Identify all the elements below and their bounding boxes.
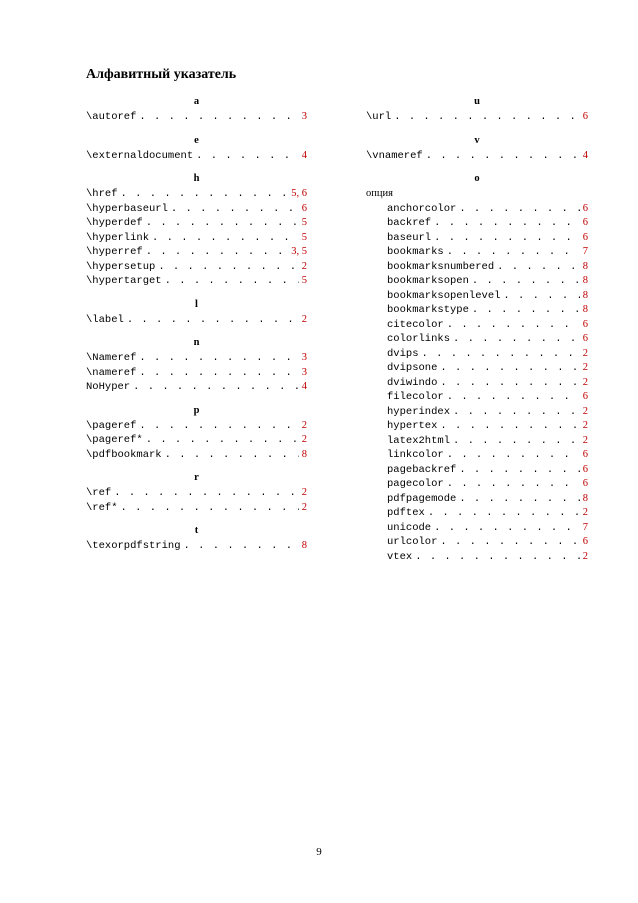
leader-dots <box>165 448 299 463</box>
index-group-r <box>86 470 307 515</box>
index-entry <box>86 448 307 463</box>
index-letter-heading: r <box>194 472 199 483</box>
leader-dots <box>503 289 579 304</box>
index-page-link[interactable]: 4 <box>301 381 307 392</box>
leader-dots <box>447 390 580 405</box>
index-page-link[interactable]: 3 <box>301 352 307 363</box>
leader-dots <box>139 366 298 381</box>
index-page-link[interactable]: 8 <box>582 492 588 504</box>
index-page-link[interactable]: 6 <box>301 202 307 214</box>
index-entry <box>366 390 588 405</box>
index-letter-heading: a <box>193 96 200 107</box>
leader-dots <box>426 149 580 164</box>
leader-dots <box>440 419 579 434</box>
index-page-link[interactable]: 5 <box>301 275 307 286</box>
index-page-link[interactable]: 6 <box>582 391 588 402</box>
index-entry-name: \url <box>366 111 392 123</box>
index-entry <box>366 149 588 164</box>
index-letter-heading: e <box>194 134 199 146</box>
index-entry-name: backref <box>387 217 432 229</box>
index-entry <box>366 245 588 260</box>
index-group-a <box>86 94 307 125</box>
index-entry <box>366 318 588 333</box>
index-group-e <box>86 133 307 164</box>
leader-dots <box>453 405 580 420</box>
leader-dots <box>146 245 289 260</box>
index-entry-name: vtex <box>387 550 413 563</box>
leader-dots <box>184 539 299 554</box>
index-page-link[interactable]: 4 <box>582 149 588 161</box>
index-entry <box>366 550 588 565</box>
index-group-t <box>86 523 307 554</box>
index-group-o <box>366 171 588 564</box>
index-entry-name: \pdfbookmark <box>86 448 162 461</box>
index-entry-name: bookmarksopen <box>387 275 469 287</box>
index-entry-name: \label <box>86 313 124 326</box>
index-entry <box>366 521 588 536</box>
index-page-link[interactable]: 5 <box>301 231 307 243</box>
index-entry-name: latex2html <box>387 434 451 447</box>
index-entry <box>86 245 307 260</box>
index-entry-name: \hypertarget <box>86 275 162 287</box>
index-letter-heading: l <box>195 298 198 310</box>
leader-dots <box>146 216 299 231</box>
leader-dots <box>121 187 289 202</box>
index-page-link[interactable]: 2 <box>301 434 307 445</box>
index-entry-name: bookmarks <box>387 246 444 258</box>
leader-dots <box>472 303 580 318</box>
index-entry-name: \hyperlink <box>86 231 150 244</box>
index-page-link[interactable]: 2 <box>582 507 588 518</box>
index-entry <box>366 405 588 420</box>
index-entry <box>366 361 588 376</box>
index-column-right <box>366 94 588 572</box>
leader-dots <box>415 550 580 565</box>
index-entry-name: pagecolor <box>387 478 444 490</box>
index-entry-name: linkcolor <box>387 449 444 461</box>
index-page-link[interactable]: 2 <box>582 420 588 431</box>
index-entry-name: baseurl <box>387 231 432 244</box>
index-entry <box>86 539 307 554</box>
index-entry-name: \externaldocument <box>86 149 194 162</box>
index-page-link[interactable]: 6 <box>582 463 588 475</box>
index-entry <box>366 231 588 246</box>
index-entry <box>86 274 307 289</box>
leader-dots <box>447 318 580 333</box>
index-page-link[interactable]: 3 <box>301 366 307 378</box>
index-letter-heading: v <box>474 134 480 146</box>
index-page-link[interactable]: 5 <box>301 217 307 228</box>
leader-dots <box>171 202 299 217</box>
index-entry <box>86 110 307 125</box>
index-entry <box>86 260 307 275</box>
index-entry <box>366 274 588 289</box>
index-page-link[interactable]: 2 <box>582 376 588 388</box>
index-entry <box>86 202 307 217</box>
index-entry-name: \pageref <box>86 419 137 432</box>
leader-dots <box>459 463 579 478</box>
index-entry <box>366 332 588 347</box>
index-entry-name: \Nameref <box>86 352 137 364</box>
index-entry-name: filecolor <box>387 391 444 403</box>
index-entry <box>86 231 307 246</box>
index-entry <box>86 187 307 202</box>
index-page-link[interactable]: 7 <box>582 521 588 533</box>
index-entry-name: \autoref <box>86 111 137 123</box>
index-entry <box>366 477 588 492</box>
index-entry <box>366 260 588 275</box>
index-entry <box>366 492 588 507</box>
leader-dots <box>422 347 580 362</box>
index-page-link[interactable]: 6 <box>582 202 588 214</box>
leader-dots <box>472 274 580 289</box>
leader-dots <box>497 260 580 275</box>
index-column-left <box>86 94 307 562</box>
index-page-link[interactable]: 2 <box>582 347 588 359</box>
index-entry-name: \hyperref <box>86 246 143 258</box>
index-entry-name: \vnameref <box>366 149 423 162</box>
index-entry <box>86 419 307 434</box>
index-entry <box>86 313 307 328</box>
index-entry <box>366 303 588 318</box>
index-page-link[interactable]: 6 <box>582 449 588 460</box>
leader-dots <box>447 477 580 492</box>
index-entry-name: anchorcolor <box>387 202 457 215</box>
index-page-link[interactable]: 6 <box>582 231 588 243</box>
index-title: Алфавитный указатель <box>86 67 237 82</box>
index-entry-name: hypertex <box>387 420 438 432</box>
index-page-link[interactable]: 2 <box>301 313 307 325</box>
index-page-link[interactable]: 8 <box>301 540 307 551</box>
index-page-link[interactable]: 2 <box>582 434 588 446</box>
index-letter-heading: o <box>474 173 480 184</box>
index-entry-name: pagebackref <box>387 463 457 476</box>
index-entry <box>366 463 588 478</box>
index-group-n <box>86 335 307 395</box>
leader-dots <box>196 149 299 164</box>
leader-dots <box>459 492 579 507</box>
index-page-link[interactable]: 8 <box>582 304 588 315</box>
index-entry-name: \hypersetup <box>86 260 156 273</box>
index-entry <box>366 434 588 449</box>
index-entry <box>86 351 307 366</box>
leader-dots <box>459 202 579 217</box>
index-entry-name: bookmarksnumbered <box>387 260 495 273</box>
leader-dots <box>434 231 580 246</box>
index-page-link[interactable]: 5, 6 <box>291 188 307 199</box>
page-number: 9 <box>316 846 322 858</box>
leader-dots <box>447 245 580 260</box>
index-page-link[interactable]: 3 <box>301 111 307 122</box>
index-entry-name: unicode <box>387 521 432 534</box>
index-entry <box>366 202 588 217</box>
index-page-link[interactable]: 2 <box>301 419 307 431</box>
index-letter-heading: h <box>193 173 200 184</box>
leader-dots <box>121 501 299 516</box>
index-entry-name: dviwindo <box>387 376 438 389</box>
index-entry <box>366 448 588 463</box>
index-page-link[interactable]: 2 <box>301 487 307 498</box>
index-entry <box>366 216 588 231</box>
index-letter-heading: n <box>193 337 200 348</box>
index-page-link[interactable]: 8 <box>301 448 307 460</box>
index-entry <box>366 506 588 521</box>
index-entry <box>86 501 307 516</box>
index-entry <box>86 149 307 164</box>
leader-dots <box>139 351 298 366</box>
leader-dots <box>453 332 580 347</box>
index-page-link[interactable]: 2 <box>301 501 307 513</box>
leader-dots <box>114 486 299 501</box>
index-entry-name: pdftex <box>387 507 425 519</box>
leader-dots <box>447 448 580 463</box>
index-letter-heading: u <box>474 96 480 107</box>
leader-dots <box>133 380 299 395</box>
index-entry-name: \hyperdef <box>86 217 143 229</box>
index-page-link[interactable]: 6 <box>582 217 588 228</box>
leader-dots <box>152 231 299 246</box>
index-entry-name: citecolor <box>387 318 444 331</box>
leader-dots <box>453 434 580 449</box>
index-page-link[interactable]: 8 <box>582 260 588 272</box>
index-entry <box>86 366 307 381</box>
index-page-link[interactable]: 8 <box>582 289 588 301</box>
leader-dots <box>428 506 580 521</box>
index-entry <box>366 347 588 362</box>
index-letter-heading: t <box>194 525 199 536</box>
index-entry-name: \pageref* <box>86 434 143 446</box>
index-entry-name: colorlinks <box>387 333 451 345</box>
index-entry-name: \texorpdfstring <box>86 540 181 552</box>
leader-dots <box>139 110 298 125</box>
index-entry <box>86 433 307 448</box>
index-entry-name: bookmarksopenlevel <box>387 289 501 302</box>
index-letter-heading: p <box>193 404 200 416</box>
leader-dots <box>440 361 579 376</box>
index-entry <box>86 486 307 501</box>
index-entry-name: \ref <box>86 487 112 499</box>
index-group-h <box>86 171 307 289</box>
index-entry-name: \nameref <box>86 366 137 379</box>
index-entry-name: \href <box>86 188 118 200</box>
index-entry <box>366 376 588 391</box>
index-entry-name: dvipsone <box>387 362 438 374</box>
index-page-link[interactable]: 6 <box>582 478 588 489</box>
index-group-u <box>366 94 588 125</box>
index-entry-name: NoHyper <box>86 381 131 393</box>
index-page-link[interactable]: 2 <box>582 362 588 373</box>
index-entry-name: urlcolor <box>387 536 438 548</box>
index-page-link[interactable]: 3, 5 <box>291 246 307 257</box>
index-page-link[interactable]: 2 <box>301 260 307 272</box>
index-page-link[interactable]: 2 <box>582 405 588 417</box>
index-subheading: опция <box>366 188 393 199</box>
leader-dots <box>165 274 299 289</box>
leader-dots <box>440 376 579 391</box>
index-entry <box>86 380 307 395</box>
index-page-link[interactable]: 7 <box>582 246 588 257</box>
index-entry <box>86 216 307 231</box>
index-entry-name: \ref* <box>86 501 118 514</box>
index-page-link[interactable]: 6 <box>582 333 588 344</box>
index-group-p <box>86 403 307 463</box>
index-page-link[interactable]: 4 <box>301 149 307 161</box>
index-entry-name: dvips <box>387 347 419 360</box>
index-group-v <box>366 133 588 164</box>
index-entry-name: pdfpagemode <box>387 492 457 505</box>
leader-dots <box>139 419 298 434</box>
index-entry <box>366 110 588 125</box>
index-page-link[interactable]: 6 <box>582 536 588 547</box>
leader-dots <box>158 260 298 275</box>
leader-dots <box>440 535 579 550</box>
index-page-link[interactable]: 6 <box>582 111 588 122</box>
index-entry <box>366 535 588 550</box>
leader-dots <box>146 433 299 448</box>
leader-dots <box>434 216 580 231</box>
leader-dots <box>434 521 580 536</box>
index-page-link[interactable]: 8 <box>582 275 588 286</box>
index-page-link[interactable]: 2 <box>582 550 588 562</box>
index-entry-name: hyperindex <box>387 405 451 418</box>
index-entry <box>366 289 588 304</box>
leader-dots <box>394 110 580 125</box>
index-entry-name: bookmarkstype <box>387 304 469 316</box>
leader-dots <box>127 313 299 328</box>
index-entry <box>366 419 588 434</box>
index-page-link[interactable]: 6 <box>582 318 588 330</box>
index-group-l <box>86 297 307 328</box>
index-entry-name: \hyperbaseurl <box>86 202 168 215</box>
